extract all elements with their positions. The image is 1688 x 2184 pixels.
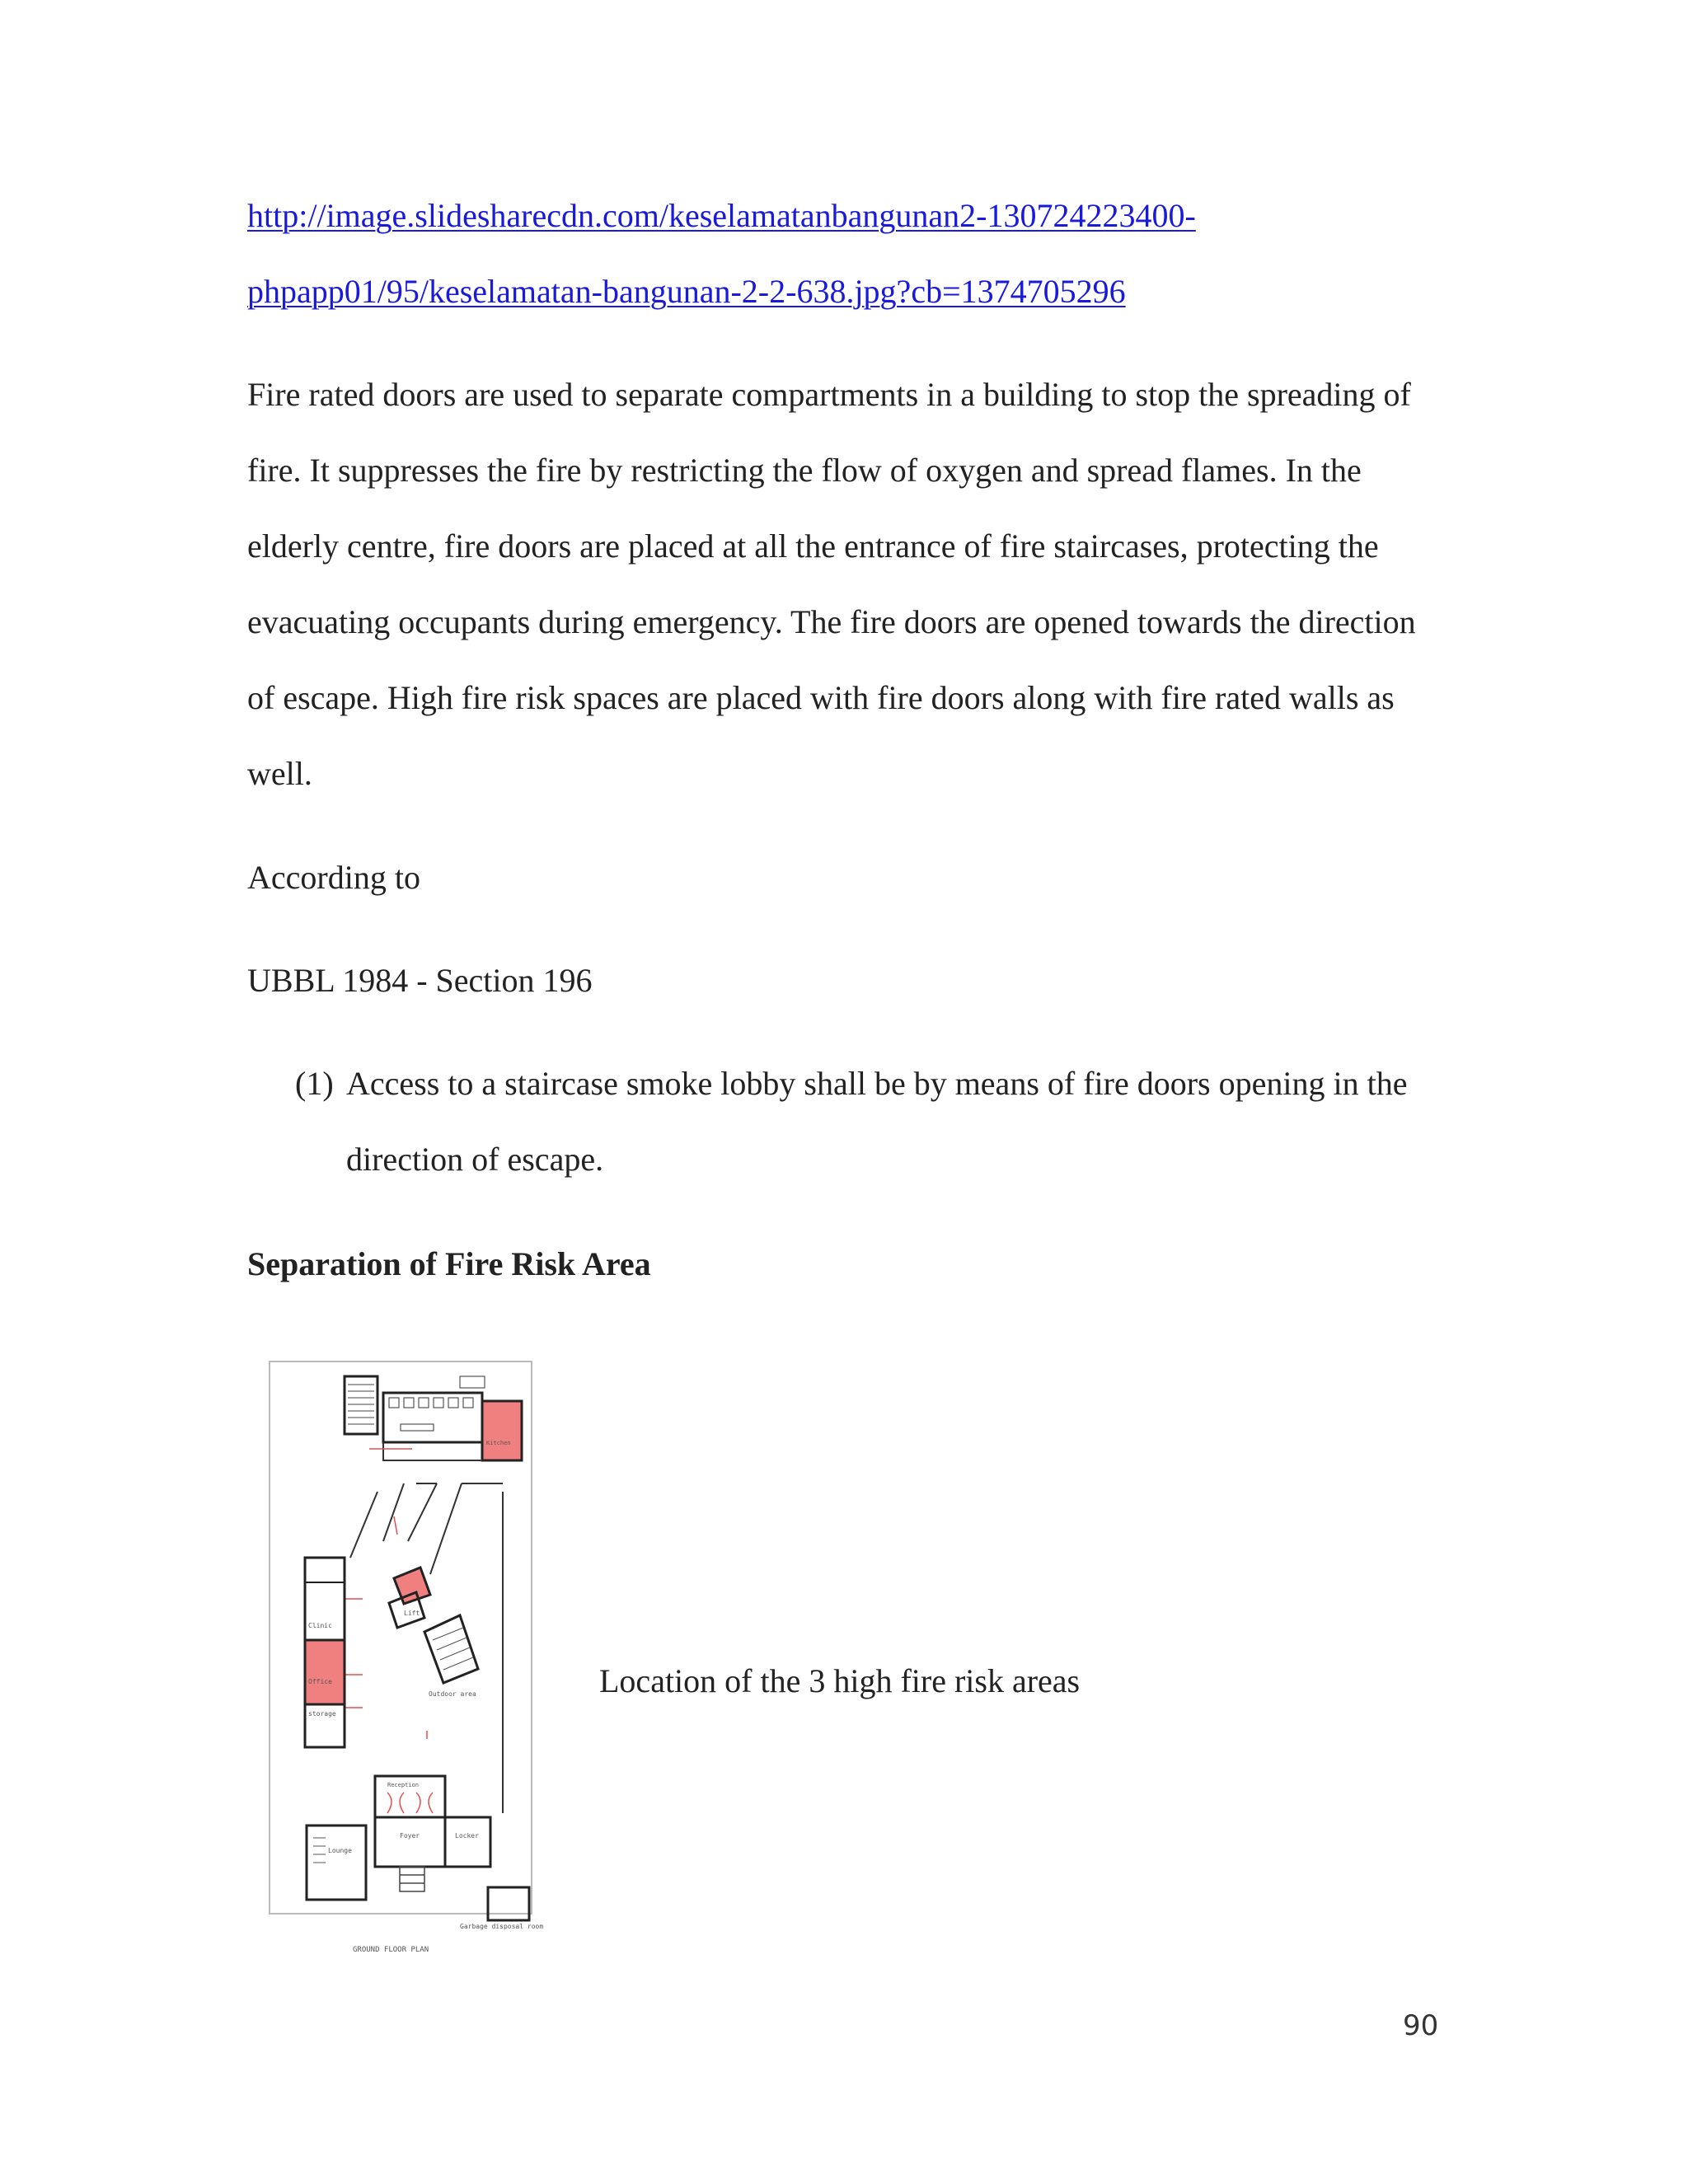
foyer-room — [375, 1817, 445, 1867]
paragraph-line-4: evacuating occupants during emergency. The fire doors are opened towards the direction — [247, 603, 1416, 640]
office-room — [305, 1640, 345, 1704]
according-to-text: According to — [247, 859, 420, 896]
kitchen-room — [482, 1401, 522, 1460]
top-sign — [460, 1376, 485, 1388]
paragraph-line-6: well. — [247, 755, 312, 792]
regulation-title: UBBL 1984 - Section 196 — [247, 962, 593, 999]
clinic-label: Clinic — [308, 1622, 332, 1629]
lift-label: Lift — [404, 1610, 420, 1617]
locker-room — [445, 1817, 490, 1867]
paragraph-line-2: fire. It suppresses the fire by restricting the flow of oxygen and spread flames. In the — [247, 452, 1362, 489]
foyer-label: Foyer — [400, 1832, 420, 1840]
clause-line-1: Access to a staircase smoke lobby shall be by means of fire doors opening in the — [346, 1065, 1408, 1102]
toilet-block — [383, 1393, 482, 1442]
page-number: 90 — [1403, 2009, 1439, 2042]
middle-staircase — [424, 1615, 478, 1683]
figure-caption: Location of the 3 high fire risk areas — [599, 1662, 1081, 1699]
plan-title: GROUND FLOOR PLAN — [353, 1946, 429, 1953]
reception-label: Reception — [387, 1782, 419, 1788]
section-heading: Separation of Fire Risk Area — [247, 1245, 651, 1282]
lounge-label: Lounge — [328, 1847, 352, 1854]
reference-link-line-1[interactable] — [247, 196, 1196, 236]
garbage-room — [488, 1887, 529, 1920]
floor-plan-drawing — [247, 1352, 585, 1953]
reference-link-2[interactable]: phpapp01/95/keselamatan-bangunan-2-2-638.jpg?cb=1374705296 — [247, 273, 1126, 310]
paragraph-line-5: of escape. High fire risk spaces are placed with fire doors along with fire rated walls as — [247, 679, 1395, 716]
paragraph-line-3: elderly centre, fire doors are placed at all the entrance of fire staircases, protecting the — [247, 527, 1379, 565]
kitchen-label: Kitchen — [486, 1440, 511, 1446]
reference-link-1[interactable]: http://image.slidesharecdn.com/keselamatanbangunan2-130724223400- — [247, 197, 1196, 234]
garbage-label: Garbage disposal room — [460, 1923, 544, 1930]
reference-link-line-2[interactable] — [247, 272, 1126, 312]
clause-line-2: direction of escape. — [346, 1141, 604, 1178]
outdoor-label: Outdoor area — [429, 1690, 476, 1698]
paragraph-line-1: Fire rated doors are used to separate compartments in a building to stop the spreading of — [247, 376, 1411, 413]
ground-floor-plan-figure — [247, 1352, 585, 1953]
office-label: Office — [308, 1678, 332, 1685]
clause-number: (1) — [295, 1065, 334, 1102]
storage-label: storage — [308, 1710, 336, 1718]
locker-label: Locker — [455, 1832, 479, 1840]
